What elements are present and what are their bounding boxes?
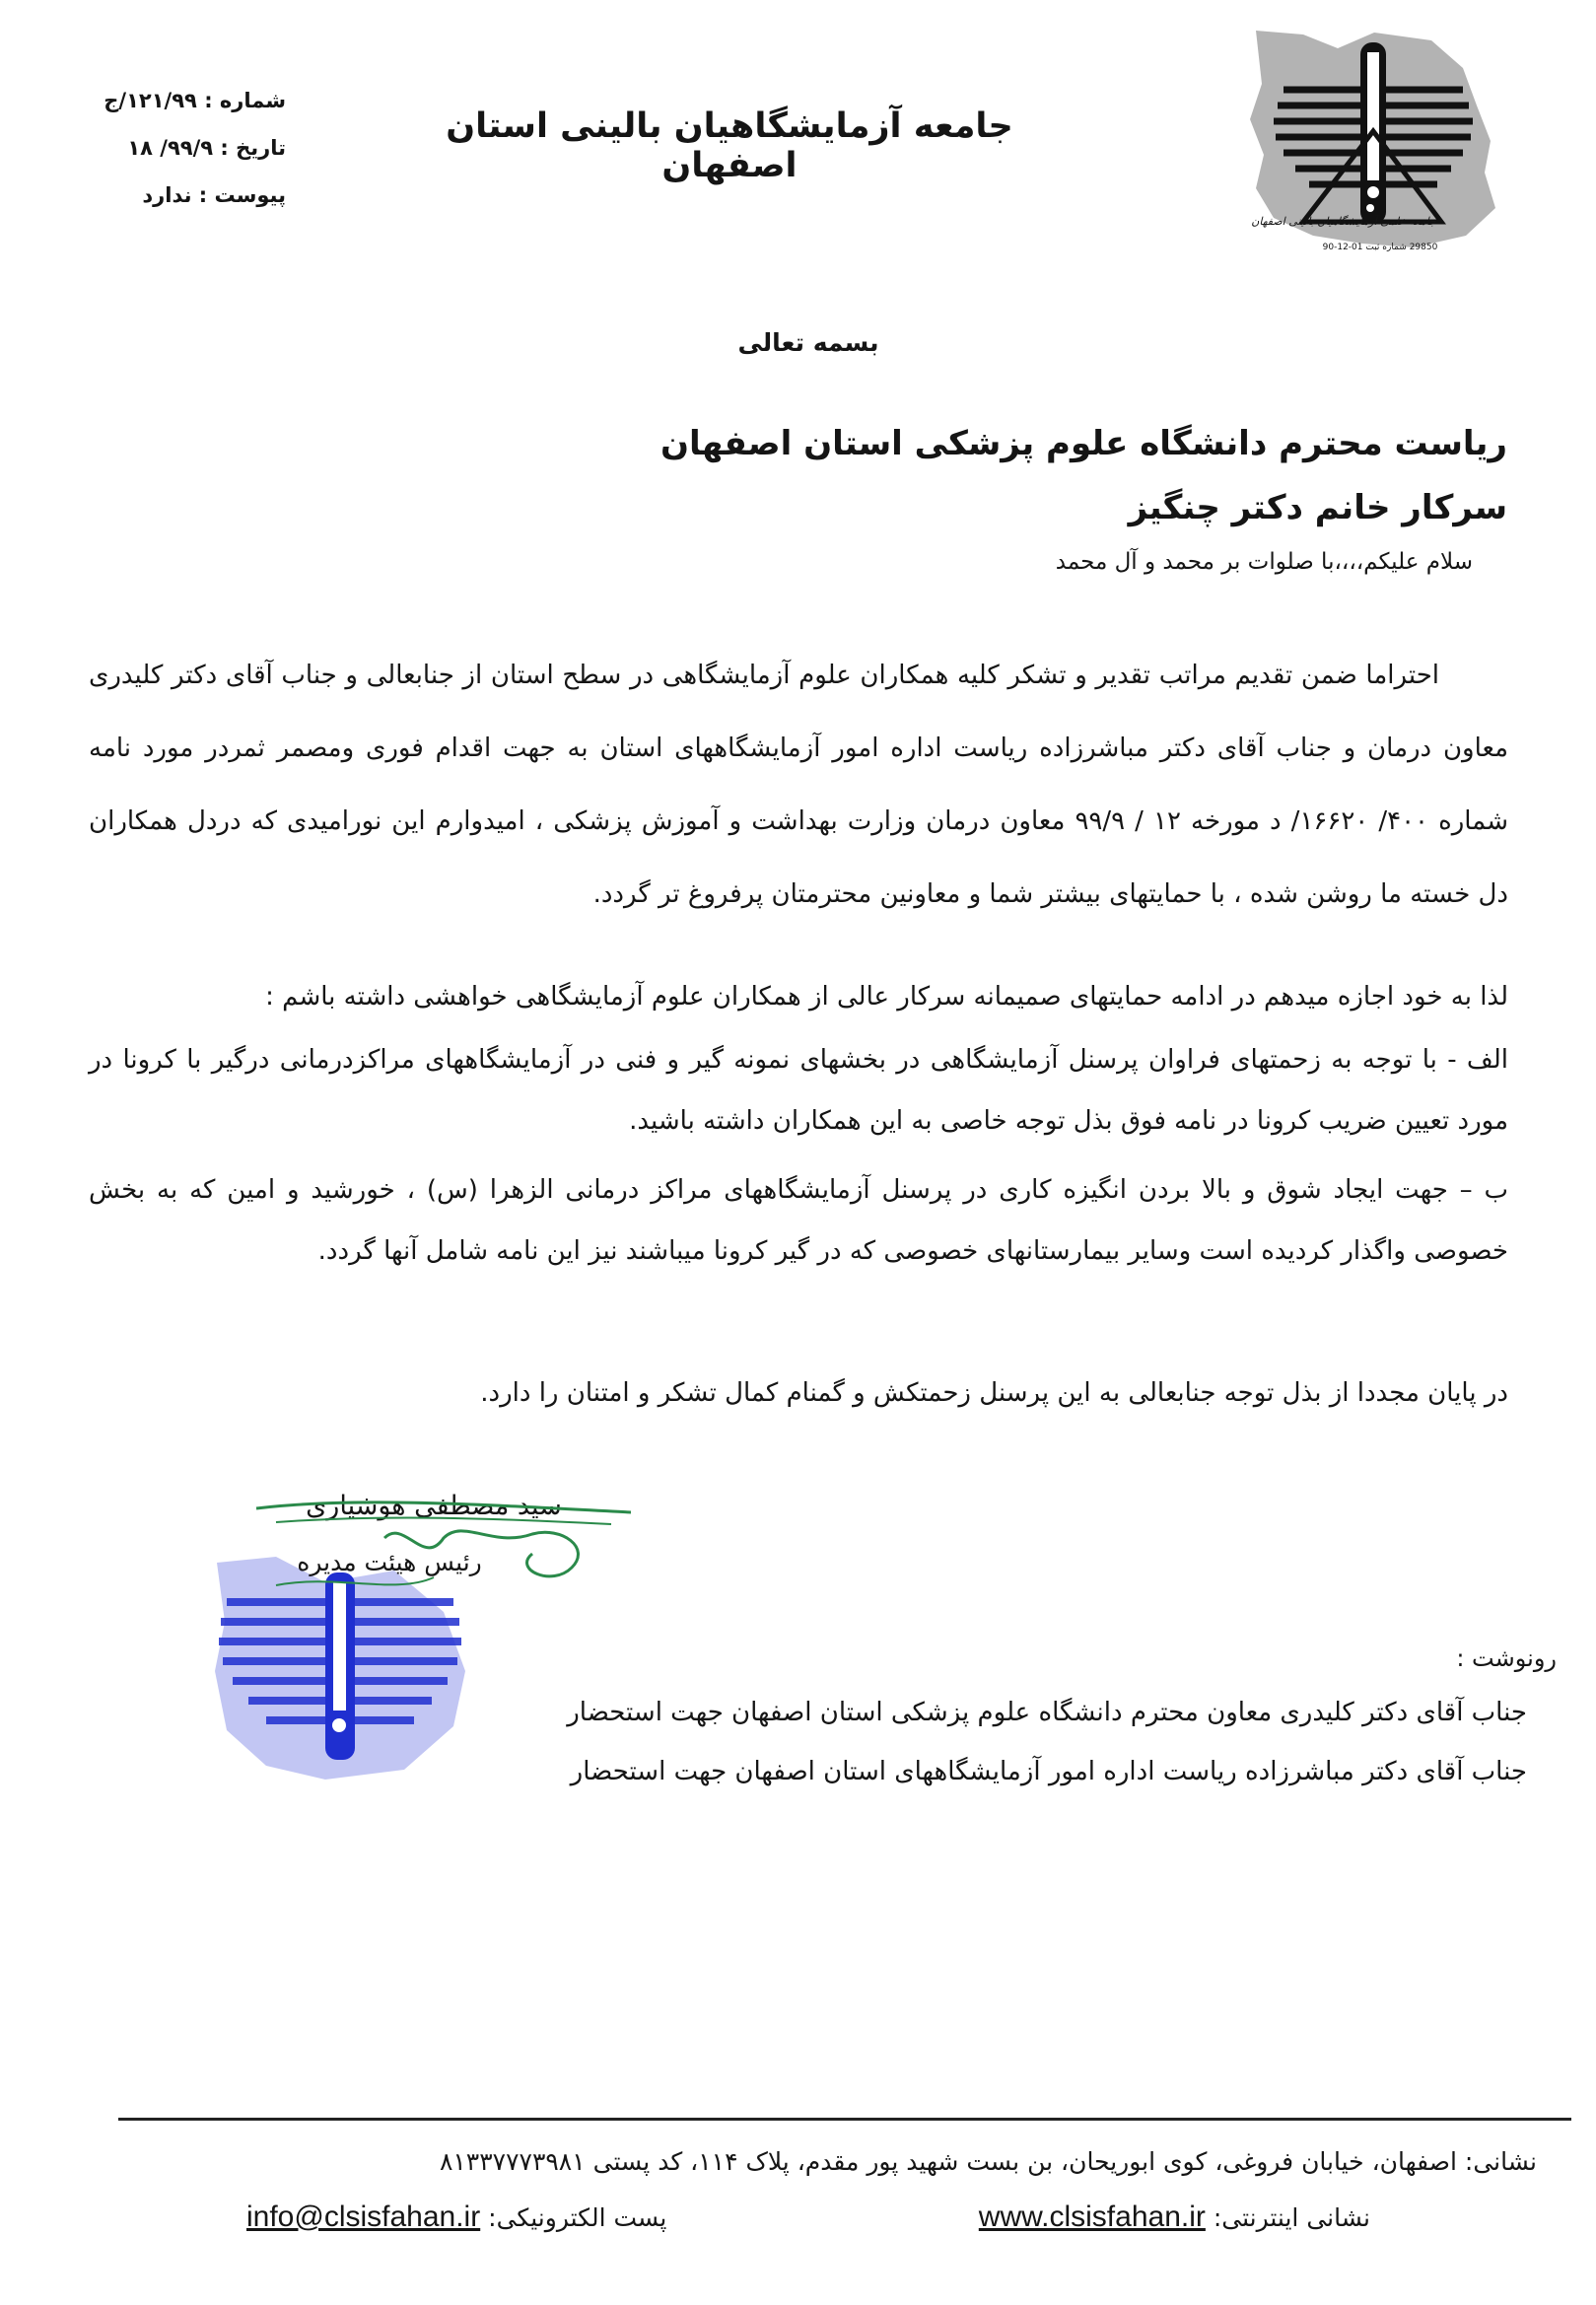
email-row — [246, 2200, 666, 2234]
cc-line-2: جناب آقای دکتر مباشرزاده ریاست اداره امور آزمایشگاههای استان اصفهان جهت استحضار — [570, 1757, 1527, 1786]
body-paragraph-1: احتراما ضمن تقدیم مراتب تقدیر و تشکر کلیه همکاران علوم آزمایشگاهی در سطح استان از جنابعالی و جناب آقای دکتر کلیدری معاون درمان و جناب آقای دکتر مباشرزاده ریاست اداره امور آزمایشگاههای استان به جهت اقدام فوری ومصمر ثمردر مورد نامه شماره ۴۰۰/ ۱۶۶۲۰/ د مورخه ۱۲ / ۹۹/۹ معاون درمان وزارت بهداشت و آموزش پزشکی ، امیدوارم این نورامیدی که دردل همکاران دل خسته ما روشن شده ، با حمایتهای بیشتر شما و معاونین محترمتان پرفروغ تر گردد. — [89, 661, 1509, 909]
greeting: سلام علیکم،،،،با صلوات بر محمد و آل محمد — [1055, 549, 1473, 575]
recipient-line-1: ریاست محترم دانشگاه علوم پزشکی استان اصفهان — [660, 424, 1507, 463]
website-label: نشانی اینترنتی: — [1213, 2203, 1370, 2232]
cc-line-1: جناب آقای دکتر کلیدری معاون محترم دانشگاه علوم پزشکی استان اصفهان جهت استحضار — [567, 1698, 1527, 1727]
footer-address: نشانی: اصفهان، خیابان فروغی، کوی ابوریحان، بن بست شهید پور مقدم، پلاک ۱۱۴، کد پستی ۸۱۳۳۷۷۷۳۹۸۱ — [439, 2147, 1537, 2176]
cc-label: رونوشت : — [1456, 1644, 1557, 1672]
body-paragraph-5: در پایان مجددا از بذل توجه جنابعالی به این پرسنل زحمتکش و گمنام کمال تشکر و امتنان را دارد. — [480, 1378, 1508, 1408]
body-paragraph-2: لذا به خود اجازه میدهم در ادامه حمایتهای صمیمانه سرکار عالی از همکاران علوم آزمایشگاهی خواهشی داشته باشم : — [265, 982, 1508, 1012]
email-link[interactable]: info@clsisfahan.ir — [246, 2200, 481, 2233]
body-paragraph-4: ب – جهت ایجاد شوق و بالا بردن انگیزه کاری در پرسنل آزمایشگاههای مراکز درمانی الزهرا (س) ، خورشید و امین که به بخش خصوصی واگذار کردیده است وسایر بیمارستانهای خصوصی که در گیر کرونا میباشند نیز این نامه شامل آنها گردد. — [89, 1175, 1508, 1266]
signatory-name: سید مصطفی هوشیاری — [306, 1491, 562, 1521]
signatory-title: رئیس هیئت مدیره — [297, 1548, 482, 1576]
date-row: تاریخ : ۹۹/۹/ ۱۸ — [127, 136, 286, 160]
recipient-line-2: سرکار خانم دکتر چنگیز — [1128, 488, 1507, 527]
handwritten-signature — [237, 1479, 651, 1617]
logo-caption: جامعه علمی آزمایشگاهیان بالینی اصفهان — [1251, 215, 1436, 228]
email-label: پست الکترونیکی: — [488, 2203, 667, 2232]
number-row: شماره : ۱۲۱/۹۹/ج — [104, 89, 286, 112]
body-paragraph-3: الف - با توجه به زحمتهای فراوان پرسنل آزمایشگاهی در بخشهای نمونه گیر و فنی در آزمایشگاههای مراکزدرمانی درگیر با کرونا در مورد تعیین ضریب کرونا در نامه فوق بذل توجه خاصی به این همکاران داشته باشید. — [89, 1045, 1508, 1136]
basmala: بسمه تعالی — [737, 328, 879, 357]
website-link[interactable]: www.clsisfahan.ir — [978, 2200, 1206, 2233]
letter-meta — [69, 77, 286, 219]
organization-title: جامعه آزمایشگاهیان بالینی استان اصفهان — [446, 106, 1013, 185]
website-row — [979, 2200, 1370, 2234]
footer-divider — [118, 2118, 1571, 2121]
attachment-row: پیوست : ندارد — [142, 183, 286, 207]
logo-registration-code: 29850 شماره ثبت 01-12-90 — [1322, 243, 1438, 252]
